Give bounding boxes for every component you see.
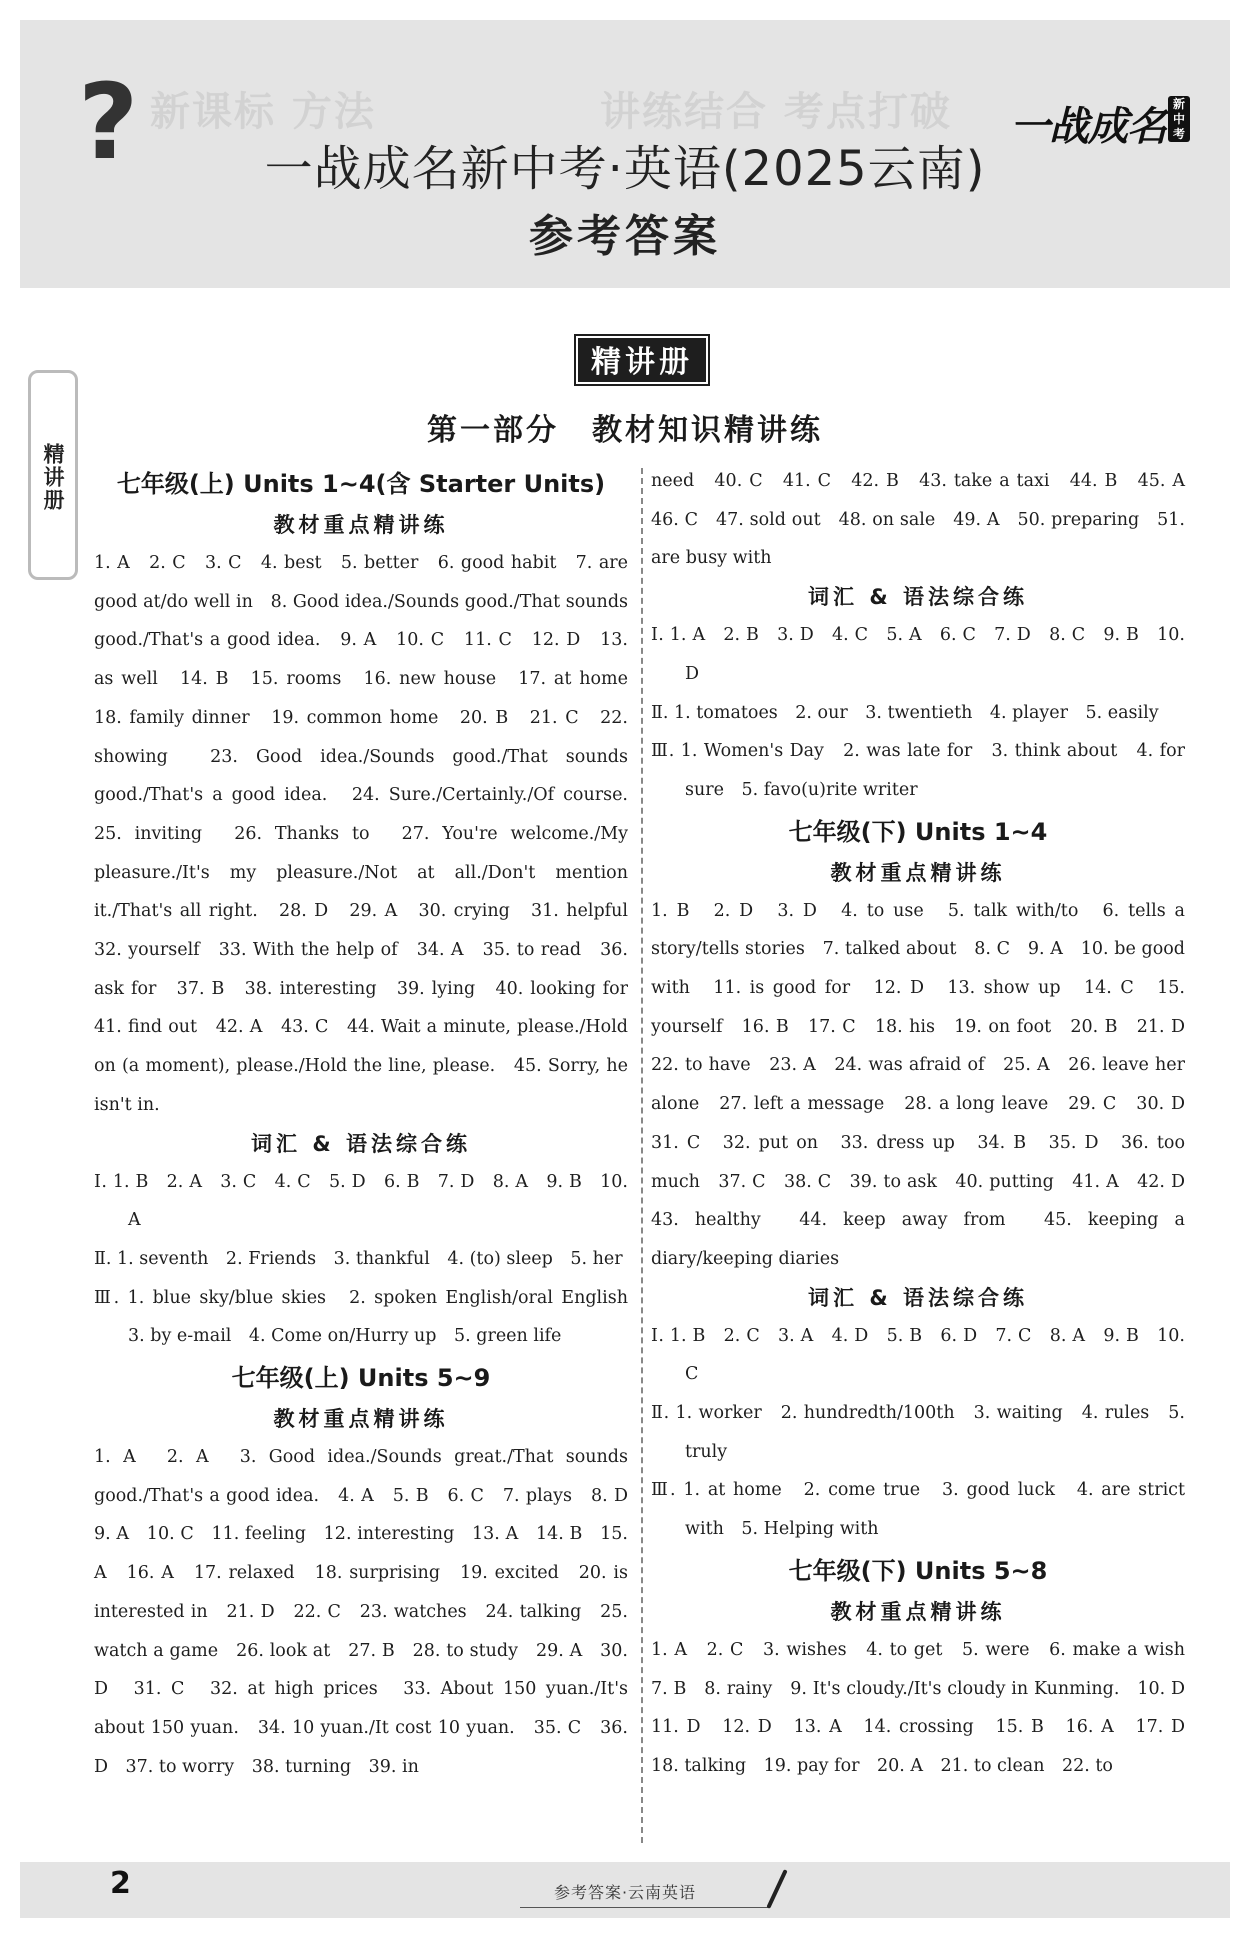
brand-logo-tag: 新中考 (1168, 96, 1190, 142)
answer-paragraph: need 40. C 41. C 42. B 43. take a taxi 44. B 45. A 46. C 47. sold out 48. on sale 49. A 50. preparing 51. are busy with (651, 471, 1203, 569)
part-title: 第一部分 教材知识精讲练 (427, 413, 823, 448)
unit-heading: 七年级(上) Units 1~4(含 Starter Units) (116, 470, 606, 498)
answer-section: Ⅰ. 1. B 2. C 3. A 4. D 5. B 6. D 7. C 8. A 9. B 10. C (651, 1325, 1185, 1385)
practice-heading: 教材重点精讲练 (830, 1599, 1006, 1624)
answer-section: Ⅲ. 1. at home 2. come true 3. good luck 4. are strict with 5. Helping with (651, 1480, 1185, 1540)
answer-section: Ⅱ. 1. tomatoes 2. our 3. twentieth 4. player 5. easily (651, 702, 1159, 723)
right-column (651, 462, 1203, 1786)
answer-section: Ⅰ. 1. B 2. A 3. C 4. C 5. D 6. B 7. D 8. A 9. B 10. A (94, 1171, 628, 1231)
page-title: 一战成名新中考·英语(2025云南) (264, 141, 986, 197)
unit-heading: 七年级(上) Units 5~9 (231, 1364, 491, 1393)
practice-heading: 词汇 & 语法综合练 (808, 585, 1028, 610)
practice-heading: 教材重点精讲练 (830, 860, 1006, 885)
answer-section: Ⅲ. 1. Women's Day 2. was late for 3. think about 4. for sure 5. favo(u)rite writer (651, 741, 1185, 800)
brand-logo: 一战成名 (1010, 104, 1166, 150)
answer-section: Ⅲ. 1. blue sky/blue skies 2. spoken English/oral English 3. by e-mail 4. Come on/Hurry up 5. green life (94, 1287, 646, 1347)
practice-heading: 词汇 & 语法综合练 (808, 1285, 1028, 1310)
question-mark-icon: ? (78, 61, 139, 183)
practice-heading: 教材重点精讲练 (273, 513, 449, 537)
unit-heading: 七年级(下) Units 5~8 (788, 1556, 1048, 1585)
book-badge: 精讲册 (578, 338, 706, 382)
unit-heading: 七年级(下) Units 1~4 (788, 817, 1048, 846)
answer-paragraph: 1. B 2. D 3. D 4. to use 5. talk with/to 6. tells a story/tells stories 7. talked about 8. C 9. A 10. be good with 11. is good for 12. D 13. show up 14. C 15. yourself 16. B 17. C 18. his 19. on foot 20. B 21. D 22. to have 23. A 24. was afraid of 25. A 26. leave her alone 27. left a message 28. a long leave 29. C 30. D 31. C 32. put on 33. dress up 34. B 35. D 36. too much 37. C 38. C 39. to ask 40. putting 41. A 42. D 43. healthy 44. keep away from 45. keeping a diary/keeping diaries (651, 900, 1203, 1269)
practice-heading: 教材重点精讲练 (273, 1407, 449, 1432)
page-subtitle: 参考答案 (529, 211, 721, 262)
practice-heading: 词汇 & 语法综合练 (251, 1131, 471, 1156)
left-column (94, 462, 646, 1786)
footer-underline (520, 1907, 770, 1908)
header-ghost-left: 新课标 方法 (150, 89, 376, 135)
page-number: 2 (110, 1866, 131, 1901)
answer-paragraph: 1. A 2. C 3. wishes 4. to get 5. were 6. make a wish 7. B 8. rainy 9. It's cloudy./It's cloudy in Kunming. 10. D 11. D 12. D 13. A 14. crossing 15. B 16. A 17. D 18. talking 19. pay for 20. A 21. to clean 22. to (651, 1639, 1203, 1776)
column-divider (641, 468, 643, 1843)
side-tab: 精讲册 (28, 370, 78, 580)
header-ghost-right: 讲练结合 考点打破 (600, 89, 952, 135)
answer-paragraph: 1. A 2. A 3. Good idea./Sounds great./That sounds good./That's a good idea. 4. A 5. B 6. C 7. plays 8. D 9. A 10. C 11. feeling 12. interesting 13. A 14. B 15. A 16. A 17. relaxed 18. surprising 19. excited 20. is interested in 21. D 22. C 23. watches 24. talking 25. watch a game 26. look at 27. B 28. to study 29. A 30. D 31. C 32. at high prices 33. About 150 yuan./It's about 150 yuan. 34. 10 yuan./It cost 10 yuan. 35. C 36. D 37. to worry 38. turning 39. in (94, 1447, 646, 1777)
answer-section: Ⅱ. 1. seventh 2. Friends 3. thankful 4. (to) sleep 5. her (94, 1248, 623, 1269)
footer-text: 参考答案·云南英语 (553, 1883, 697, 1902)
answer-section: Ⅱ. 1. worker 2. hundredth/100th 3. waiting 4. rules 5. truly (651, 1403, 1185, 1462)
answer-paragraph: 1. A 2. C 3. C 4. best 5. better 6. good habit 7. are good at/do well in 8. Good idea./Sounds good./That sounds good./That's a good idea. 9. A 10. C 11. C 12. D 13. as well 14. B 15. rooms 16. new house 17. at home 18. family dinner 19. common home 20. B 21. C 22. showing 23. Good idea./Sounds good./That sounds good./That's a good idea. 24. Sure./Certainly./Of course. 25. inviting 26. Thanks to 27. You're welcome./My pleasure./It's my pleasure./Not at all./Don't mention it./That's all right. 28. D 29. A 30. crying 31. helpful 32. yourself 33. With the help of 34. A 35. to read 36. ask for 37. B 38. interesting 39. lying 40. looking for 41. find out 42. A 43. C 44. Wait a minute, please./Hold on (a moment), please./Hold the line, please. 45. Sorry, he isn't in. (94, 553, 646, 1115)
answer-section: Ⅰ. 1. A 2. B 3. D 4. C 5. A 6. C 7. D 8. C 9. B 10. D (651, 625, 1185, 684)
